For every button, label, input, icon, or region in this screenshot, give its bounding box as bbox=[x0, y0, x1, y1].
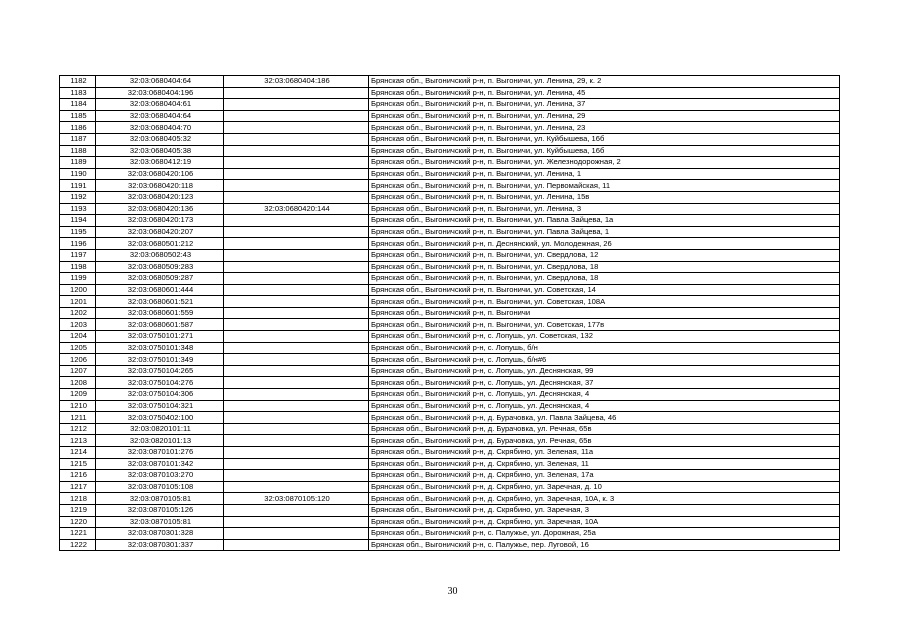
row-number-cell: 1222 bbox=[60, 539, 96, 551]
address-cell: Брянская обл., Выгоничский р-н, д. Бурачовка, ул. Речная, 65в bbox=[369, 423, 840, 435]
cadastral-number-cell: 32:03:0750101:348 bbox=[96, 342, 224, 354]
parent-cadastral-number-cell bbox=[224, 215, 369, 227]
address-cell: Брянская обл., Выгоничский р-н, с. Лопушь, ул. Советская, 132 bbox=[369, 331, 840, 343]
table-row bbox=[60, 423, 840, 435]
address-cell: Брянская обл., Выгоничский р-н, д. Скрябино, ул. Заречная, 3 bbox=[369, 504, 840, 516]
parent-cadastral-number-cell bbox=[224, 110, 369, 122]
cadastral-number-cell: 32:03:0750104:265 bbox=[96, 365, 224, 377]
cadastral-number-cell: 32:03:0750402:100 bbox=[96, 412, 224, 424]
address-cell: Брянская обл., Выгоничский р-н, д. Бурачовка, ул. Речная, 65в bbox=[369, 435, 840, 447]
address-cell: Брянская обл., Выгоничский р-н, д. Скрябино, ул. Заречная, 10А bbox=[369, 516, 840, 528]
address-cell: Брянская обл., Выгоничский р-н, п. Выгоничи, ул. Ленина, 37 bbox=[369, 99, 840, 111]
cadastral-number-cell: 32:03:0680420:123 bbox=[96, 191, 224, 203]
row-number-cell: 1221 bbox=[60, 528, 96, 540]
row-number-cell: 1217 bbox=[60, 481, 96, 493]
parent-cadastral-number-cell: 32:03:0870105:120 bbox=[224, 493, 369, 505]
parent-cadastral-number-cell bbox=[224, 122, 369, 134]
row-number-cell: 1218 bbox=[60, 493, 96, 505]
address-cell: Брянская обл., Выгоничский р-н, п. Выгоничи, ул. Ленина, 45 bbox=[369, 87, 840, 99]
cadastral-number-cell: 32:03:0680405:38 bbox=[96, 145, 224, 157]
cadastral-number-cell: 32:03:0870101:342 bbox=[96, 458, 224, 470]
table-row bbox=[60, 470, 840, 482]
table-row bbox=[60, 493, 840, 505]
parent-cadastral-number-cell: 32:03:0680404:186 bbox=[224, 76, 369, 88]
row-number-cell: 1214 bbox=[60, 447, 96, 459]
cadastral-number-cell: 32:03:0680502:43 bbox=[96, 249, 224, 261]
parent-cadastral-number-cell bbox=[224, 458, 369, 470]
row-number-cell: 1219 bbox=[60, 504, 96, 516]
parent-cadastral-number-cell bbox=[224, 481, 369, 493]
row-number-cell: 1211 bbox=[60, 412, 96, 424]
address-cell: Брянская обл., Выгоничский р-н, п. Выгоничи, ул. Ленина, 23 bbox=[369, 122, 840, 134]
row-number-cell: 1207 bbox=[60, 365, 96, 377]
row-number-cell: 1193 bbox=[60, 203, 96, 215]
cadastral-number-cell: 32:03:0870105:81 bbox=[96, 516, 224, 528]
cadastral-number-cell: 32:03:0680404:196 bbox=[96, 87, 224, 99]
cadastral-number-cell: 32:03:0680420:106 bbox=[96, 168, 224, 180]
row-number-cell: 1192 bbox=[60, 191, 96, 203]
row-number-cell: 1213 bbox=[60, 435, 96, 447]
cadastral-number-cell: 32:03:0870105:108 bbox=[96, 481, 224, 493]
address-cell: Брянская обл., Выгоничский р-н, д. Бурачовка, ул. Павла Зайцева, 46 bbox=[369, 412, 840, 424]
table-row bbox=[60, 145, 840, 157]
cadastral-number-cell: 32:03:0680404:61 bbox=[96, 99, 224, 111]
table-row bbox=[60, 342, 840, 354]
table-row bbox=[60, 331, 840, 343]
parent-cadastral-number-cell bbox=[224, 342, 369, 354]
row-number-cell: 1182 bbox=[60, 76, 96, 88]
row-number-cell: 1198 bbox=[60, 261, 96, 273]
parent-cadastral-number-cell bbox=[224, 516, 369, 528]
parent-cadastral-number-cell bbox=[224, 99, 369, 111]
row-number-cell: 1190 bbox=[60, 168, 96, 180]
address-cell: Брянская обл., Выгоничский р-н, с. Палужье, ул. Дорожная, 25а bbox=[369, 528, 840, 540]
cadastral-number-cell: 32:03:0820101:11 bbox=[96, 423, 224, 435]
table-row bbox=[60, 389, 840, 401]
parent-cadastral-number-cell bbox=[224, 504, 369, 516]
table-row bbox=[60, 284, 840, 296]
table-row bbox=[60, 122, 840, 134]
cadastral-number-cell: 32:03:0750104:306 bbox=[96, 389, 224, 401]
address-cell: Брянская обл., Выгоничский р-н, п. Выгоничи, ул. Советская, 108А bbox=[369, 296, 840, 308]
parent-cadastral-number-cell bbox=[224, 319, 369, 331]
table-row bbox=[60, 99, 840, 111]
address-cell: Брянская обл., Выгоничский р-н, п. Выгоничи, ул. Советская, 14 bbox=[369, 284, 840, 296]
table-row bbox=[60, 435, 840, 447]
table-row bbox=[60, 539, 840, 551]
cadastral-number-cell: 32:03:0680509:287 bbox=[96, 273, 224, 285]
parent-cadastral-number-cell bbox=[224, 145, 369, 157]
table-row bbox=[60, 191, 840, 203]
cadastral-number-cell: 32:03:0870301:337 bbox=[96, 539, 224, 551]
table-row bbox=[60, 273, 840, 285]
table-row bbox=[60, 110, 840, 122]
address-cell: Брянская обл., Выгоничский р-н, п. Выгоничи, ул. Павла Зайцева, 1а bbox=[369, 215, 840, 227]
address-cell: Брянская обл., Выгоничский р-н, п. Выгоничи, ул. Павла Зайцева, 1 bbox=[369, 226, 840, 238]
row-number-cell: 1208 bbox=[60, 377, 96, 389]
cadastral-number-cell: 32:03:0680601:444 bbox=[96, 284, 224, 296]
address-cell: Брянская обл., Выгоничский р-н, п. Выгоничи, ул. Ленина, 1 bbox=[369, 168, 840, 180]
address-cell: Брянская обл., Выгоничский р-н, с. Лопушь, ул. Деснянская, 4 bbox=[369, 400, 840, 412]
table-row bbox=[60, 377, 840, 389]
cadastral-number-cell: 32:03:0820101:13 bbox=[96, 435, 224, 447]
row-number-cell: 1183 bbox=[60, 87, 96, 99]
address-cell: Брянская обл., Выгоничский р-н, с. Лопушь, ул. Деснянская, 37 bbox=[369, 377, 840, 389]
table-row bbox=[60, 504, 840, 516]
row-number-cell: 1203 bbox=[60, 319, 96, 331]
cadastral-number-cell: 32:03:0870301:328 bbox=[96, 528, 224, 540]
address-cell: Брянская обл., Выгоничский р-н, д. Скрябино, ул. Заречная, д. 10 bbox=[369, 481, 840, 493]
cadastral-number-cell: 32:03:0750101:271 bbox=[96, 331, 224, 343]
row-number-cell: 1209 bbox=[60, 389, 96, 401]
cadastral-number-cell: 32:03:0680404:64 bbox=[96, 76, 224, 88]
parent-cadastral-number-cell: 32:03:0680420:144 bbox=[224, 203, 369, 215]
table-row bbox=[60, 447, 840, 459]
parent-cadastral-number-cell bbox=[224, 296, 369, 308]
address-cell: Брянская обл., Выгоничский р-н, п. Выгоничи, ул. Свердлова, 18 bbox=[369, 273, 840, 285]
cadastral-number-cell: 32:03:0680501:212 bbox=[96, 238, 224, 250]
parent-cadastral-number-cell bbox=[224, 261, 369, 273]
register-table-body bbox=[60, 76, 840, 551]
table-row bbox=[60, 261, 840, 273]
address-cell: Брянская обл., Выгоничский р-н, п. Выгоничи, ул. Железнодорожная, 2 bbox=[369, 157, 840, 169]
table-row bbox=[60, 481, 840, 493]
table-row bbox=[60, 215, 840, 227]
cadastral-number-cell: 32:03:0680412:19 bbox=[96, 157, 224, 169]
parent-cadastral-number-cell bbox=[224, 377, 369, 389]
row-number-cell: 1195 bbox=[60, 226, 96, 238]
table-row bbox=[60, 238, 840, 250]
parent-cadastral-number-cell bbox=[224, 447, 369, 459]
row-number-cell: 1189 bbox=[60, 157, 96, 169]
row-number-cell: 1205 bbox=[60, 342, 96, 354]
address-cell: Брянская обл., Выгоничский р-н, с. Лопушь, б/н bbox=[369, 342, 840, 354]
address-cell: Брянская обл., Выгоничский р-н, п. Выгоничи, ул. Ленина, 15в bbox=[369, 191, 840, 203]
table-row bbox=[60, 412, 840, 424]
table-row bbox=[60, 296, 840, 308]
table-row bbox=[60, 203, 840, 215]
page-number: 30 bbox=[447, 586, 458, 597]
parent-cadastral-number-cell bbox=[224, 539, 369, 551]
table-row bbox=[60, 528, 840, 540]
address-cell: Брянская обл., Выгоничский р-н, п. Выгоничи, ул. Ленина, 29 bbox=[369, 110, 840, 122]
row-number-cell: 1210 bbox=[60, 400, 96, 412]
cadastral-number-cell: 32:03:0870101:276 bbox=[96, 447, 224, 459]
parent-cadastral-number-cell bbox=[224, 528, 369, 540]
parent-cadastral-number-cell bbox=[224, 226, 369, 238]
row-number-cell: 1186 bbox=[60, 122, 96, 134]
parent-cadastral-number-cell bbox=[224, 365, 369, 377]
cadastral-number-cell: 32:03:0870105:126 bbox=[96, 504, 224, 516]
cadastral-number-cell: 32:03:0680420:118 bbox=[96, 180, 224, 192]
parent-cadastral-number-cell bbox=[224, 354, 369, 366]
row-number-cell: 1196 bbox=[60, 238, 96, 250]
table-row bbox=[60, 168, 840, 180]
address-cell: Брянская обл., Выгоничский р-н, п. Выгоничи, ул. Свердлова, 12 bbox=[369, 249, 840, 261]
address-cell: Брянская обл., Выгоничский р-н, п. Деснянский, ул. Молодежная, 26 bbox=[369, 238, 840, 250]
table-row bbox=[60, 458, 840, 470]
row-number-cell: 1206 bbox=[60, 354, 96, 366]
address-cell: Брянская обл., Выгоничский р-н, п. Выгоничи, ул. Первомайская, 11 bbox=[369, 180, 840, 192]
table-row bbox=[60, 76, 840, 88]
row-number-cell: 1201 bbox=[60, 296, 96, 308]
parent-cadastral-number-cell bbox=[224, 133, 369, 145]
row-number-cell: 1200 bbox=[60, 284, 96, 296]
parent-cadastral-number-cell bbox=[224, 307, 369, 319]
table-row bbox=[60, 226, 840, 238]
parent-cadastral-number-cell bbox=[224, 249, 369, 261]
cadastral-number-cell: 32:03:0680601:587 bbox=[96, 319, 224, 331]
table-row bbox=[60, 516, 840, 528]
register-table bbox=[59, 75, 840, 551]
address-cell: Брянская обл., Выгоничский р-н, п. Выгоничи, ул. Советская, 177в bbox=[369, 319, 840, 331]
address-cell: Брянская обл., Выгоничский р-н, д. Скрябино, ул. Зеленая, 11 bbox=[369, 458, 840, 470]
address-cell: Брянская обл., Выгоничский р-н, п. Выгоничи, ул. Свердлова, 18 bbox=[369, 261, 840, 273]
row-number-cell: 1216 bbox=[60, 470, 96, 482]
parent-cadastral-number-cell bbox=[224, 389, 369, 401]
table-row bbox=[60, 354, 840, 366]
cadastral-number-cell: 32:03:0680601:521 bbox=[96, 296, 224, 308]
row-number-cell: 1184 bbox=[60, 99, 96, 111]
row-number-cell: 1188 bbox=[60, 145, 96, 157]
table-row bbox=[60, 249, 840, 261]
row-number-cell: 1202 bbox=[60, 307, 96, 319]
row-number-cell: 1215 bbox=[60, 458, 96, 470]
cadastral-number-cell: 32:03:0750104:276 bbox=[96, 377, 224, 389]
cadastral-number-cell: 32:03:0680405:32 bbox=[96, 133, 224, 145]
address-cell: Брянская обл., Выгоничский р-н, п. Выгоничи bbox=[369, 307, 840, 319]
address-cell: Брянская обл., Выгоничский р-н, с. Палужье, пер. Луговой, 16 bbox=[369, 539, 840, 551]
parent-cadastral-number-cell bbox=[224, 412, 369, 424]
parent-cadastral-number-cell bbox=[224, 87, 369, 99]
address-cell: Брянская обл., Выгоничский р-н, с. Лопушь, ул. Деснянская, 4 bbox=[369, 389, 840, 401]
table-row bbox=[60, 307, 840, 319]
parent-cadastral-number-cell bbox=[224, 157, 369, 169]
table-row bbox=[60, 133, 840, 145]
address-cell: Брянская обл., Выгоничский р-н, д. Скрябино, ул. Заречная, 10А, к. 3 bbox=[369, 493, 840, 505]
cadastral-number-cell: 32:03:0680420:136 bbox=[96, 203, 224, 215]
cadastral-number-cell: 32:03:0680404:70 bbox=[96, 122, 224, 134]
parent-cadastral-number-cell bbox=[224, 284, 369, 296]
cadastral-number-cell: 32:03:0680509:283 bbox=[96, 261, 224, 273]
table-row bbox=[60, 365, 840, 377]
cadastral-number-cell: 32:03:0680420:173 bbox=[96, 215, 224, 227]
parent-cadastral-number-cell bbox=[224, 400, 369, 412]
row-number-cell: 1197 bbox=[60, 249, 96, 261]
parent-cadastral-number-cell bbox=[224, 331, 369, 343]
cadastral-number-cell: 32:03:0870105:81 bbox=[96, 493, 224, 505]
table-row bbox=[60, 319, 840, 331]
parent-cadastral-number-cell bbox=[224, 423, 369, 435]
parent-cadastral-number-cell bbox=[224, 238, 369, 250]
row-number-cell: 1199 bbox=[60, 273, 96, 285]
row-number-cell: 1194 bbox=[60, 215, 96, 227]
parent-cadastral-number-cell bbox=[224, 180, 369, 192]
parent-cadastral-number-cell bbox=[224, 435, 369, 447]
cadastral-number-cell: 32:03:0750101:349 bbox=[96, 354, 224, 366]
address-cell: Брянская обл., Выгоничский р-н, п. Выгоничи, ул. Ленина, 29, к. 2 bbox=[369, 76, 840, 88]
row-number-cell: 1191 bbox=[60, 180, 96, 192]
parent-cadastral-number-cell bbox=[224, 273, 369, 285]
row-number-cell: 1220 bbox=[60, 516, 96, 528]
parent-cadastral-number-cell bbox=[224, 470, 369, 482]
parent-cadastral-number-cell bbox=[224, 191, 369, 203]
address-cell: Брянская обл., Выгоничский р-н, п. Выгоничи, ул. Куйбышева, 16б bbox=[369, 133, 840, 145]
address-cell: Брянская обл., Выгоничский р-н, д. Скрябино, ул. Зеленая, 17а bbox=[369, 470, 840, 482]
address-cell: Брянская обл., Выгоничский р-н, п. Выгоничи, ул. Куйбышева, 16б bbox=[369, 145, 840, 157]
table-row bbox=[60, 157, 840, 169]
table-row bbox=[60, 87, 840, 99]
address-cell: Брянская обл., Выгоничский р-н, п. Выгоничи, ул. Ленина, 3 bbox=[369, 203, 840, 215]
cadastral-number-cell: 32:03:0680404:64 bbox=[96, 110, 224, 122]
cadastral-number-cell: 32:03:0870103:270 bbox=[96, 470, 224, 482]
table-row bbox=[60, 400, 840, 412]
table-row bbox=[60, 180, 840, 192]
row-number-cell: 1187 bbox=[60, 133, 96, 145]
parent-cadastral-number-cell bbox=[224, 168, 369, 180]
address-cell: Брянская обл., Выгоничский р-н, с. Лопушь, ул. Деснянская, 99 bbox=[369, 365, 840, 377]
cadastral-number-cell: 32:03:0680601:559 bbox=[96, 307, 224, 319]
cadastral-number-cell: 32:03:0680420:207 bbox=[96, 226, 224, 238]
address-cell: Брянская обл., Выгоничский р-н, д. Скрябино, ул. Зеленая, 11а bbox=[369, 447, 840, 459]
cadastral-number-cell: 32:03:0750104:321 bbox=[96, 400, 224, 412]
row-number-cell: 1212 bbox=[60, 423, 96, 435]
address-cell: Брянская обл., Выгоничский р-н, с. Лопушь, б/н#6 bbox=[369, 354, 840, 366]
row-number-cell: 1204 bbox=[60, 331, 96, 343]
row-number-cell: 1185 bbox=[60, 110, 96, 122]
